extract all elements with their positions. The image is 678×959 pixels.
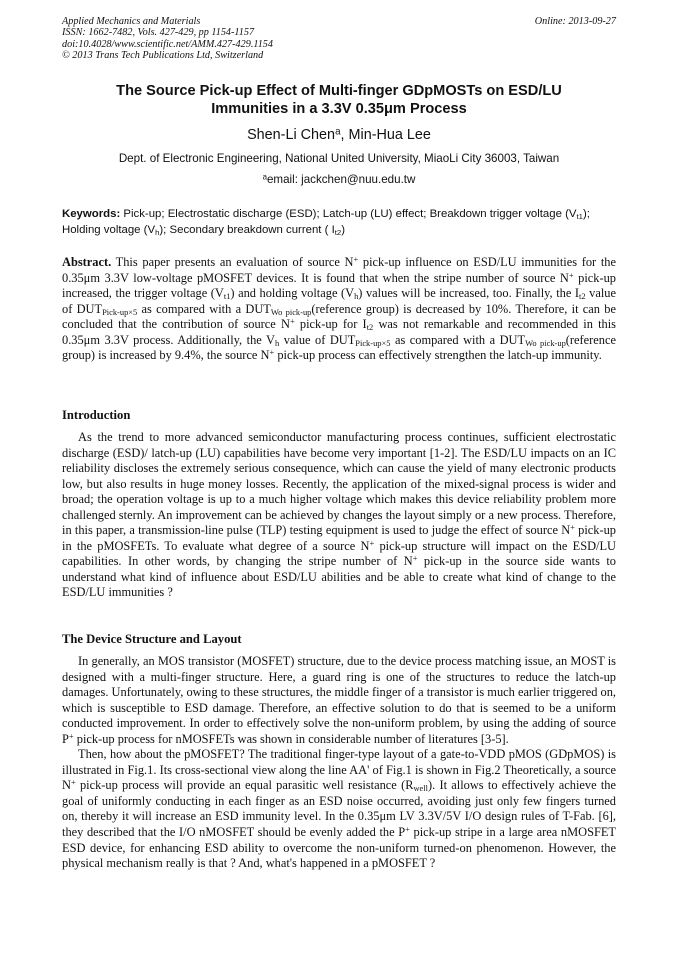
abstract-text: ) values will be increased, too. Finally, the I: [358, 286, 580, 301]
doi-line: doi:10.4028/www.scientific.net/AMM.427-429.1154: [62, 38, 273, 50]
device-paragraph-1: [62, 654, 616, 747]
abstract-text: pick-up influence on ESD/LU immunities for the 0.35μm 3.3V low-voltage pMOSFET devices. It is found that when the stripe number of source N: [62, 255, 616, 285]
intro-sup: +: [412, 553, 418, 564]
abstract-sub: t2: [366, 322, 374, 333]
author-2: Min-Hua Lee: [348, 127, 431, 143]
author-separator: ,: [340, 127, 349, 143]
device-sup: +: [70, 777, 76, 788]
abstract-text: (reference group) is increased by 9.4%, the source N: [62, 332, 616, 363]
abstract-sup: +: [289, 316, 295, 327]
abstract-paragraph: [62, 255, 616, 364]
abstract-text: as compared with a DUT: [390, 332, 526, 347]
intro-text: pick-up structure will impact on the ESD/LU capabilities. In other words, by changing the stripe number of N: [62, 538, 616, 569]
abstract-text: pick-up increased, the trigger voltage (V: [62, 270, 616, 301]
device-paragraph-2: [62, 747, 616, 871]
email-affil-mark: a: [262, 172, 267, 182]
keywords-sub: t1: [576, 211, 583, 221]
abstract-text: ) and holding voltage (V: [230, 286, 355, 301]
abstract-sup: +: [568, 269, 574, 280]
abstract-sub: Pick-up×5: [355, 337, 391, 348]
section-heading-device: The Device Structure and Layout: [62, 632, 242, 646]
device-text: pick-up process will provide an equal parasitic well resistance (R: [75, 778, 414, 793]
keywords-text: ); Holding voltage (V: [62, 208, 590, 236]
device-text: Then, how about the pMOSFET? The traditional finger-type layout of a gate-to-VDD pMOS (GDpMOS) is illustrated in Fig.1. Its cross-sectional view along the line AA' of Fig.1 is shown in Fig.2 Theoretically, a source N: [62, 747, 616, 793]
abstract-sub: t1: [223, 291, 231, 302]
introduction-paragraph: [62, 430, 616, 601]
abstract-sub: h: [354, 291, 359, 302]
affiliation: Dept. of Electronic Engineering, National United University, MiaoLi City 36003, Taiwan: [118, 152, 560, 165]
title-line-2: Immunities in a 3.3V 0.35μm Process: [211, 101, 467, 117]
issn-line: ISSN: 1662-7482, Vols. 427-429, pp 1154-1157: [62, 27, 255, 39]
journal-name: Applied Mechanics and Materials: [62, 16, 201, 27]
device-sup: +: [405, 824, 410, 835]
abstract-label: Abstract.: [62, 255, 112, 269]
section-heading-introduction: Introduction: [62, 408, 131, 422]
introduction-body: [62, 430, 616, 601]
abstract-sub: h: [274, 337, 280, 348]
copyright-line: © 2013 Trans Tech Publications Ltd, Switzerland: [62, 50, 264, 62]
device-body: [62, 654, 616, 872]
contact-email: [62, 172, 616, 187]
device-sup: +: [68, 730, 74, 741]
author-1: Shen-Li Chen: [247, 127, 336, 143]
author-list: [62, 126, 616, 144]
keywords-label: Keywords:: [62, 208, 121, 220]
keywords: [62, 207, 616, 238]
abstract-text: This paper presents an evaluation of source N: [111, 255, 354, 269]
abstract-text: value of DUT: [62, 286, 616, 316]
abstract-text: pick-up process can effectively strengthen the latch-up immunity.: [274, 348, 602, 363]
device-text: pick-up stripe in a large area nMOSFET ESD device, for enhancing ESD ability to overcome the non-uniform turned-on phenomenon. However, the physical mechanism really is that ? And, what's happened in a pMOSFET ?: [62, 825, 616, 871]
abstract-sub: t2: [579, 291, 586, 302]
journal-header: [62, 16, 616, 62]
abstract-text: as compared with a DUT: [137, 301, 271, 316]
abstract: [62, 255, 616, 364]
abstract-sub: Pick-up×5: [102, 306, 138, 317]
abstract-sup: +: [353, 254, 359, 265]
abstract-sub: Wo pick-up: [525, 337, 566, 348]
keywords-text: ): [341, 223, 346, 236]
paper-title: [62, 82, 616, 118]
abstract-sup: +: [269, 347, 275, 358]
online-date: Online: 2013-09-27: [534, 16, 616, 27]
intro-sup: +: [570, 522, 575, 533]
email-text: email: jackchen@nuu.edu.tw: [266, 173, 416, 186]
abstract-text: (reference group) is decreased by 10%. Therefore, it can be concluded that the contribution of source N: [62, 301, 616, 332]
keywords-sub: h: [155, 227, 160, 237]
keywords-text: ); Secondary breakdown current ( I: [159, 223, 335, 236]
title-line-1: The Source Pick-up Effect of Multi-finger GDpMOSTs on ESD/LU: [116, 83, 562, 99]
keywords-sub: t2: [334, 227, 342, 237]
abstract-sub: Wo pick-up: [270, 306, 312, 317]
intro-text: pick-up in the source side wants to understand what kind of influence about ESD/LU abilities and be able to create what kind of change to the ESD/LU immunities ?: [62, 554, 616, 600]
intro-sup: +: [369, 538, 375, 549]
intro-text: As the trend to more advanced semiconductor manufacturing process continues, sufficient electrostatic discharge (ESD)/ latch-up (LU) capabilities have become very important [1-2]. The ESD/LU impacts on an IC reliability discloses the extremely serious consequence, which can cause the yield of many electronic products low, but also results in huge money losses. Recently, the application of the mixed-signal process is wider and broad; the operation voltage is up to a much higher voltage which makes this device reliability problem more challenged sternly. An improvement can be achieved by changes the layout simply or a new process. Therefore, in this paper, a transmission-line pulse (TLP) testing equipment is used to judge the effect of source N: [62, 430, 616, 538]
device-text: ). It allows to effectively achieve the goal of uniformly conducting in each finger as an ESD noise occurred, avoiding just only few fingers turned on, thereby it will increase an ESD immunity level. In the 0.35μm LV 3.3V/5V I/O design rules of T-Fab. [6], they described that the I/O nMOSFET should be evenly added the P: [62, 778, 616, 840]
device-sub: well: [413, 783, 428, 794]
abstract-text: value of DUT: [279, 332, 356, 347]
author-1-affil-mark: a: [335, 126, 341, 138]
device-text: In generally, an MOS transistor (MOSFET) structure, due to the device process matching issue, an MOST is designed with a multi-finger structure. Here, a guard ring is one of the structures to reduce the latch-up damages. Unfortunately, owing to these structures, the middle finger of a transistor is much earlier triggered on, which is susceptible to ESD damage. Therefore, an effective solution to do that is seemed to be a uniform conducted improvement. In order to effectively solve the non-uniform problem, by using the adding of source P: [62, 654, 616, 746]
abstract-text: pick-up for I: [294, 317, 367, 332]
keywords-text: Pick-up; Electrostatic discharge (ESD); Latch-up (LU) effect; Breakdown trigger voltage (V: [120, 208, 577, 220]
intro-text: pick-up in the pMOSFETs. To evaluate what degree of a source N: [62, 523, 616, 553]
abstract-text: was not remarkable and recommended in this 0.35μm 3.3V process. Additionally, the V: [62, 317, 616, 347]
device-text: pick-up process for nMOSFETs was shown in considerable number of literatures [3-5].: [73, 731, 509, 746]
